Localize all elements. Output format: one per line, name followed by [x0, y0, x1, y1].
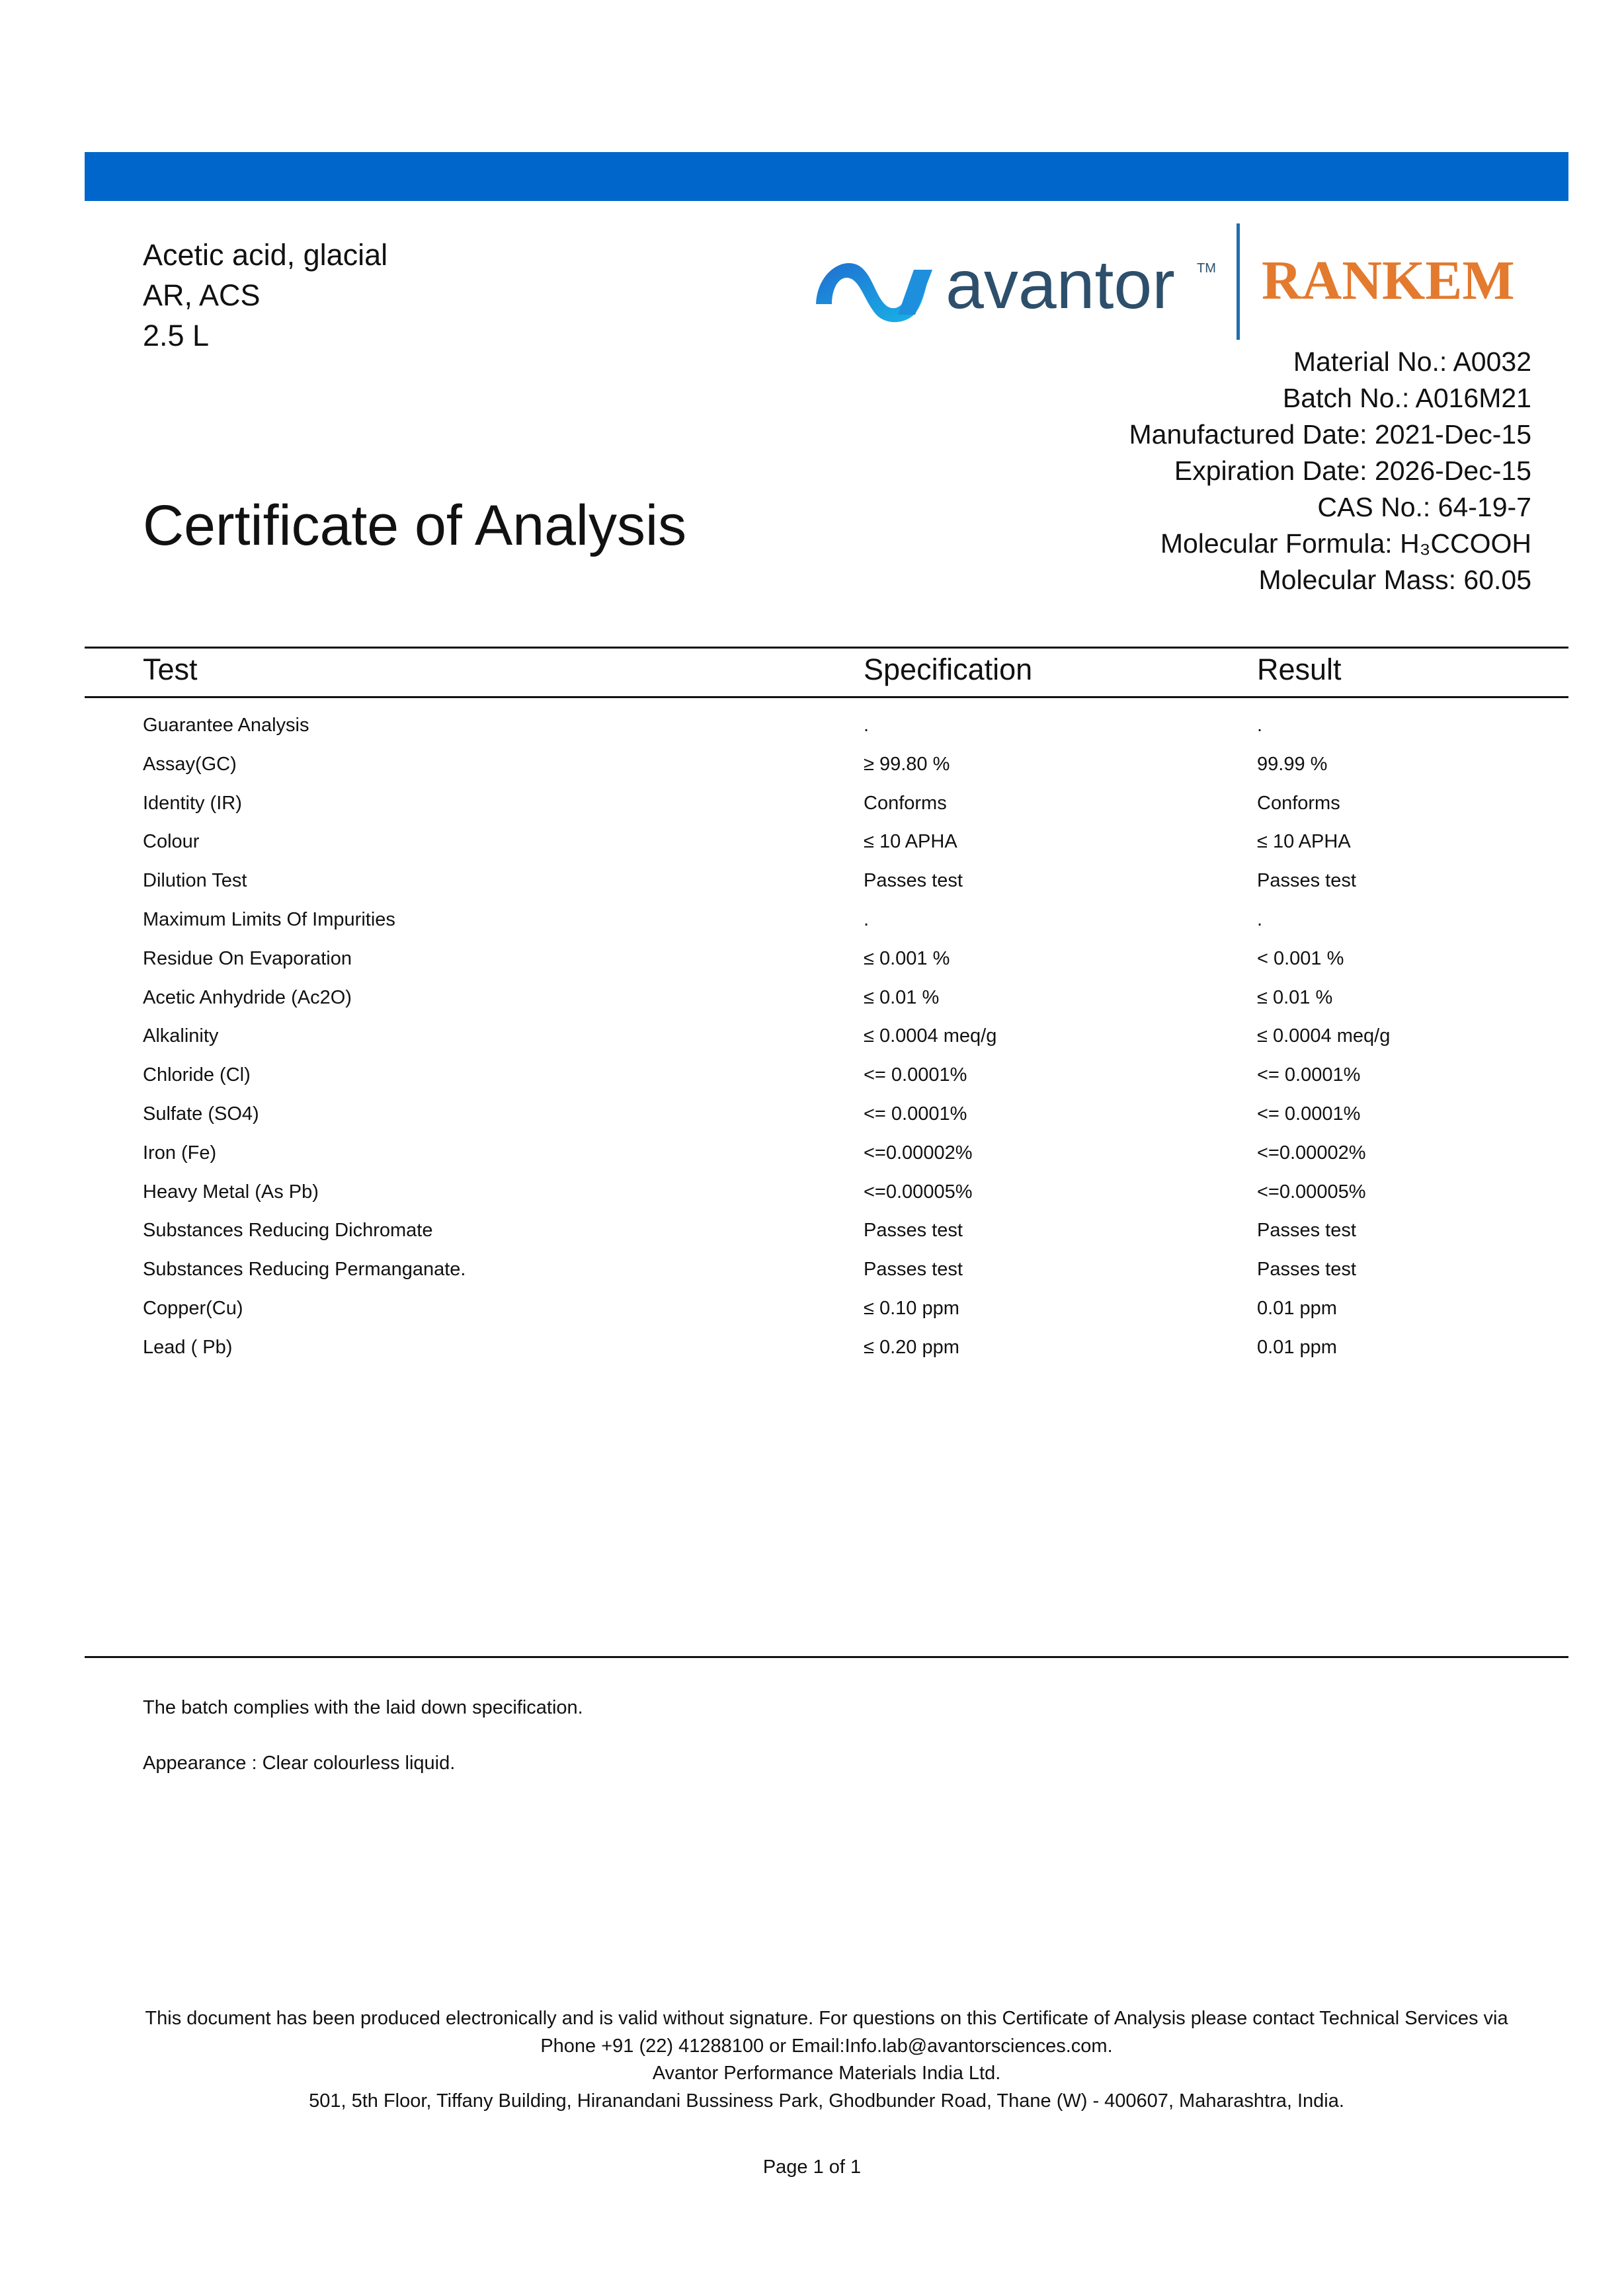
table-row [0, 1250, 1624, 1289]
specification-cell: <=0.00005% [864, 1181, 973, 1203]
batch-number: Batch No.: A016M21 [1282, 383, 1531, 413]
manufactured-date: Manufactured Date: 2021-Dec-15 [1129, 419, 1531, 450]
result-cell: <=0.00002% [1257, 1142, 1366, 1164]
test-cell: Dilution Test [143, 870, 247, 892]
specification-cell: <=0.00002% [864, 1142, 973, 1164]
test-cell: Iron (Fe) [143, 1142, 217, 1164]
test-cell: Copper(Cu) [143, 1297, 243, 1319]
test-cell: Lead ( Pb) [143, 1336, 233, 1358]
table-row [0, 861, 1624, 900]
results-table-body [0, 706, 1624, 1367]
molecular-mass: Molecular Mass: 60.05 [1258, 565, 1531, 595]
compliance-statement: The batch complies with the laid down specification. [143, 1697, 583, 1718]
table-row [0, 1095, 1624, 1134]
table-row [0, 1134, 1624, 1173]
specification-cell: ≤ 10 APHA [864, 831, 957, 853]
product-description [143, 235, 387, 356]
page-title: Certificate of Analysis [143, 494, 687, 557]
table-row [0, 900, 1624, 939]
table-row [0, 706, 1624, 745]
table-row [0, 978, 1624, 1017]
test-cell: Heavy Metal (As Pb) [143, 1181, 319, 1203]
footer-address: 501, 5th Floor, Tiffany Building, Hiranandani Bussiness Park, Ghodbunder Road, Thane (W) - 400607, Maharashtra, India. [309, 2090, 1344, 2112]
table-row [0, 1056, 1624, 1095]
specification-cell: ≤ 0.10 ppm [864, 1297, 959, 1319]
header-color-bar [85, 152, 1568, 201]
table-row [0, 1017, 1624, 1056]
table-row [0, 822, 1624, 861]
specification-cell: ≤ 0.0004 meq/g [864, 1025, 997, 1047]
result-cell: 0.01 ppm [1257, 1336, 1337, 1358]
test-cell: Chloride (Cl) [143, 1064, 251, 1086]
result-cell: ≤ 10 APHA [1257, 831, 1351, 853]
result-cell: < 0.001 % [1257, 947, 1344, 969]
table-row [0, 1173, 1624, 1212]
test-cell: Assay(GC) [143, 753, 237, 775]
table-top-rule [85, 647, 1568, 649]
specification-cell: Conforms [864, 792, 947, 814]
specification-cell: Passes test [864, 1259, 963, 1281]
product-size: 2.5 L [143, 319, 210, 352]
result-cell: ≤ 0.01 % [1257, 986, 1333, 1008]
specification-cell: . [864, 908, 870, 930]
avantor-rankem-logo [812, 223, 1533, 346]
batch-metadata [1129, 344, 1531, 598]
specification-cell: <= 0.0001% [864, 1064, 967, 1086]
table-header-rule [85, 696, 1568, 698]
page-number: Page 1 of 1 [762, 2157, 862, 2178]
test-cell: Residue On Evaporation [143, 947, 352, 969]
test-cell: Colour [143, 831, 200, 853]
appearance-statement: Appearance : Clear colourless liquid. [143, 1753, 456, 1774]
table-bottom-rule [85, 1656, 1568, 1658]
footer-line-1: This document has been produced electronically and is valid without signature. For questions on this Certificate of Analysis please contact Technical Services via [145, 2008, 1508, 2029]
footer-line-2: Phone +91 (22) 41288100 or Email:Info.lab@avantorsciences.com. [540, 2035, 1113, 2057]
test-cell: Guarantee Analysis [143, 715, 309, 736]
result-cell: ≤ 0.0004 meq/g [1257, 1025, 1391, 1047]
table-row [0, 784, 1624, 823]
product-name: Acetic acid, glacial [143, 238, 388, 272]
avantor-wordmark: avantor [946, 247, 1175, 323]
result-cell: Passes test [1257, 870, 1356, 892]
rankem-wordmark: RANKEM [1262, 250, 1515, 311]
cas-number: CAS No.: 64-19-7 [1317, 492, 1531, 522]
column-header-test: Test [143, 653, 198, 686]
specification-cell: ≥ 99.80 % [864, 753, 950, 775]
test-cell: Alkalinity [143, 1025, 219, 1047]
specification-cell: Passes test [864, 870, 963, 892]
material-number: Material No.: A0032 [1293, 346, 1531, 377]
test-cell: Maximum Limits Of Impurities [143, 908, 395, 930]
specification-cell: ≤ 0.20 ppm [864, 1336, 959, 1358]
test-cell: Sulfate (SO4) [143, 1103, 259, 1125]
result-cell: . [1257, 715, 1263, 736]
avantor-mark-icon [816, 263, 932, 322]
product-grade: AR, ACS [143, 278, 261, 312]
table-row [0, 745, 1624, 784]
specification-cell: ≤ 0.001 % [864, 947, 950, 969]
result-cell: <= 0.0001% [1257, 1103, 1361, 1125]
trademark-symbol: TM [1197, 261, 1216, 276]
result-cell: Passes test [1257, 1220, 1356, 1242]
molecular-formula: Molecular Formula: H₃CCOOH [1160, 528, 1531, 559]
result-cell: . [1257, 908, 1263, 930]
specification-cell: Passes test [864, 1220, 963, 1242]
test-cell: Identity (IR) [143, 792, 242, 814]
result-cell: 99.99 % [1257, 753, 1328, 775]
specification-cell: ≤ 0.01 % [864, 986, 940, 1008]
footer-disclaimer [85, 2005, 1568, 2115]
table-row [0, 1328, 1624, 1367]
column-header-result: Result [1257, 653, 1342, 686]
specification-cell: <= 0.0001% [864, 1103, 967, 1125]
test-cell: Substances Reducing Permanganate. [143, 1259, 466, 1281]
test-cell: Acetic Anhydride (Ac2O) [143, 986, 352, 1008]
specification-cell: . [864, 715, 870, 736]
table-row [0, 1289, 1624, 1328]
result-cell: Passes test [1257, 1259, 1356, 1281]
logo-divider [1237, 223, 1240, 340]
result-cell: <= 0.0001% [1257, 1064, 1361, 1086]
footer-company: Avantor Performance Materials India Ltd. [652, 2063, 1001, 2084]
result-cell: Conforms [1257, 792, 1340, 814]
table-row [0, 1211, 1624, 1250]
result-cell: 0.01 ppm [1257, 1297, 1337, 1319]
expiration-date: Expiration Date: 2026-Dec-15 [1174, 455, 1531, 486]
test-cell: Substances Reducing Dichromate [143, 1220, 433, 1242]
result-cell: <=0.00005% [1257, 1181, 1366, 1203]
table-row [0, 939, 1624, 978]
column-header-specification: Specification [864, 653, 1033, 686]
